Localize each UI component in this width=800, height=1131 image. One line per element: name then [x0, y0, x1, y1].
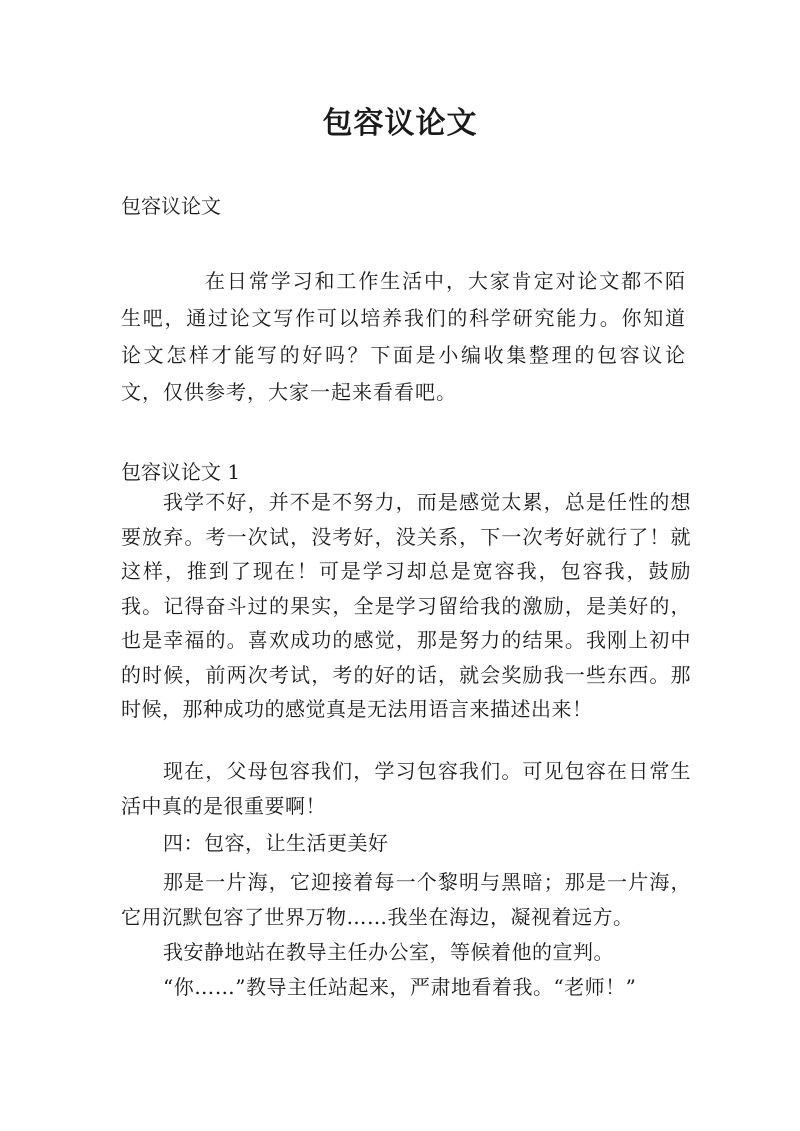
body-paragraph: 那是一片海，它迎接着每一个黎明与黑暗；那是一片海，它用沉默包容了世界万物……我坐在海边，凝视着远方。 — [121, 870, 691, 929]
intro-paragraph: 在日常学习和工作生活中，大家肯定对论文都不陌生吧，通过论文写作可以培养我们的科学研究能力。你知道论文怎样才能写的好吗？下面是小编收集整理的包容议论文，仅供参考，大家一起来看看吧。 — [121, 269, 686, 404]
section-heading: 包容议论文 1 — [121, 460, 241, 484]
body-paragraph: 我学不好，并不是不努力，而是感觉太累，总是任性的想要放弃。考一次试，没考好，没关系，下一次考好就行了！就这样，推到了现在！可是学习却总是宽容我，包容我，鼓励我。记得奋斗过的果实，全是学习留给我的激励，是美好的，也是幸福的。喜欢成功的感觉，那是努力的结果。我刚上初中的时候，前两次考试，考的好的话，就会奖励我一些东西。那时候，那种成功的感觉真是无法用语言来描述出来！ — [121, 490, 691, 721]
body-paragraph: 现在，父母包容我们，学习包容我们。可见包容在日常生活中真的是很重要啊！ — [121, 759, 691, 818]
document-subtitle: 包容议论文 — [121, 194, 221, 218]
document-title: 包容议论文 — [322, 106, 478, 141]
body-paragraph: “你……”教导主任站起来，严肃地看着我。“老师！” — [163, 975, 637, 999]
subsection-heading: 四：包容，让生活更美好 — [163, 831, 389, 855]
body-paragraph: 我安静地站在教导主任办公室，等候着他的宣判。 — [163, 940, 614, 964]
